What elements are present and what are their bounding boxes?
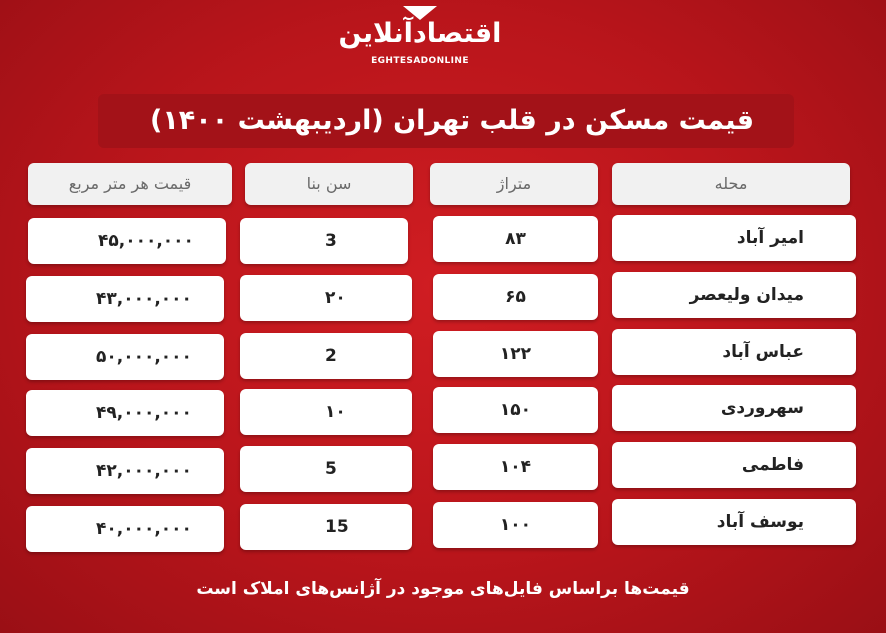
logo-persian-text: اقتصادآنلاین <box>338 18 502 49</box>
row5-area: ۱۰۴ <box>433 444 598 490</box>
header-area: متراژ <box>430 163 598 205</box>
footer-note: قیمت‌ها براساس فایل‌های موجود در آژانس‌های املاک است <box>196 579 690 599</box>
row3-age: 2 <box>240 333 412 379</box>
row1-district: امیر آباد <box>612 215 856 261</box>
row3-district: عباس آباد <box>612 329 856 375</box>
row2-price: ۴۳,۰۰۰,۰۰۰ <box>26 276 224 322</box>
row3-area: ۱۲۲ <box>433 331 598 377</box>
logo <box>330 4 510 76</box>
header-price-per-sqm: قیمت هر متر مربع <box>28 163 232 205</box>
row4-price: ۴۹,۰۰۰,۰۰۰ <box>26 390 224 436</box>
row4-age: ۱۰ <box>240 389 412 435</box>
row4-district: سهروردی <box>612 385 856 431</box>
row4-area: ۱۵۰ <box>433 387 598 433</box>
row5-district: فاطمی <box>612 442 856 488</box>
row3-price: ۵۰,۰۰۰,۰۰۰ <box>26 334 224 380</box>
row5-price: ۴۲,۰۰۰,۰۰۰ <box>26 448 224 494</box>
row6-area: ۱۰۰ <box>433 502 598 548</box>
row1-age: 3 <box>240 218 408 264</box>
row6-price: ۴۰,۰۰۰,۰۰۰ <box>26 506 224 552</box>
row2-age: ۲۰ <box>240 275 412 321</box>
logo-latin-text: EGHTESADONLINE <box>371 56 469 66</box>
header-building-age: سن بنا <box>245 163 413 205</box>
header-district: محله <box>612 163 850 205</box>
row2-district: میدان ولیعصر <box>612 272 856 318</box>
row6-district: یوسف آباد <box>612 499 856 545</box>
title-bar <box>98 94 794 148</box>
row5-age: 5 <box>240 446 412 492</box>
row6-age: 15 <box>240 504 412 550</box>
page-title: قیمت مسکن در قلب تهران (اردیبهشت ۱۴۰۰) <box>149 105 754 136</box>
row1-price: ۴۵,۰۰۰,۰۰۰ <box>28 218 226 264</box>
row1-area: ۸۳ <box>433 216 598 262</box>
row2-area: ۶۵ <box>433 274 598 320</box>
